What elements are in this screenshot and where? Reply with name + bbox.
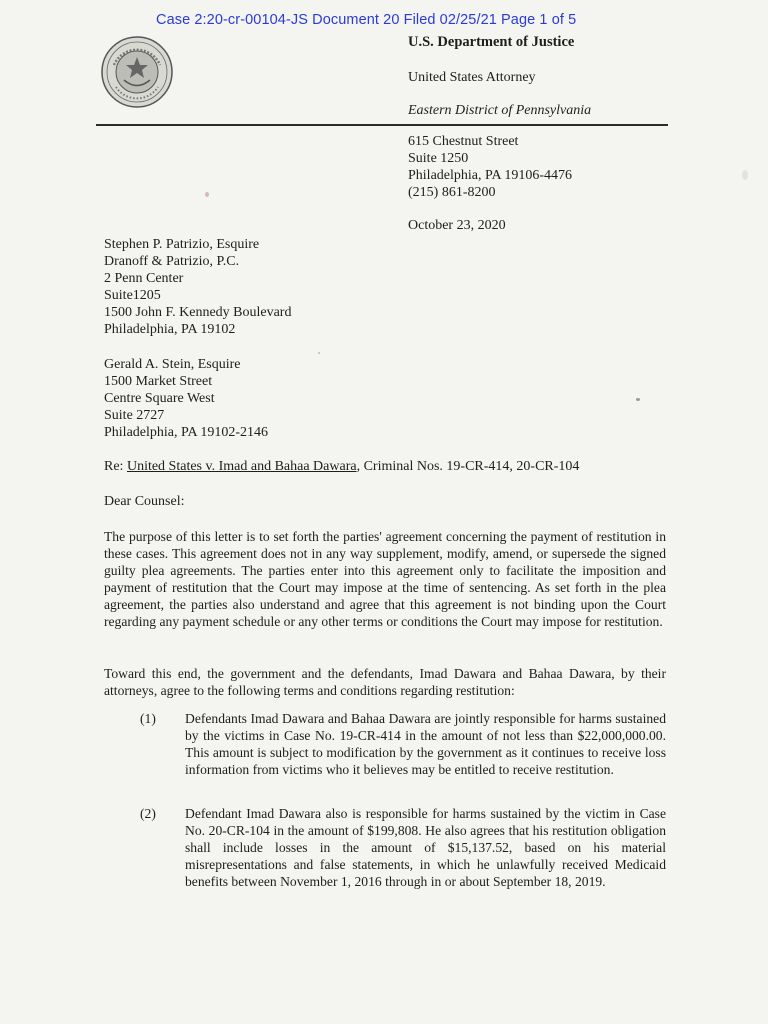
ecf-header-stamp: Case 2:20-cr-00104-JS Document 20 Filed 02/25/21 Page 1 of 5 xyxy=(156,12,577,28)
body-paragraph: The purpose of this letter is to set forth the parties' agreement concerning the payment of restitution in these cases. This agreement does not in any way supplement, modify, amend, or supersede the signed guilty plea agreements. The parties enter into this agreement only to facilitate the imposition and payment of restitution that the Court may impose at the time of sentencing. As set forth in the plea agreement, the parties also understand and agree that this agreement is not binding upon the Court regarding any payment schedule or any other terms or conditions the Court may impose for restitution. xyxy=(104,529,666,629)
subject-line: Re: United States v. Imad and Bahaa Dawara, Criminal Nos. 19-CR-414, 20-CR-104 xyxy=(104,459,580,474)
department-name: U.S. Department of Justice xyxy=(408,34,575,50)
recipient-line: 2 Penn Center xyxy=(104,271,184,286)
office-address xyxy=(408,133,572,201)
office-title: United States Attorney xyxy=(408,70,536,85)
salutation: Dear Counsel: xyxy=(104,494,185,509)
term-number: (2) xyxy=(140,806,156,821)
recipient-line: Philadelphia, PA 19102 xyxy=(104,322,236,337)
recipient-line: Suite1205 xyxy=(104,288,161,303)
address-line: 615 Chestnut Street xyxy=(408,134,519,149)
address-line: (215) 861-8200 xyxy=(408,185,496,200)
recipient-line: Suite 2727 xyxy=(104,408,165,423)
scan-speck xyxy=(205,192,209,197)
letter-date: October 23, 2020 xyxy=(408,218,506,233)
scan-speck xyxy=(318,352,320,354)
recipient-line: Centre Square West xyxy=(104,391,215,406)
recipient-line: Gerald A. Stein, Esquire xyxy=(104,357,241,372)
recipient-line: 1500 Market Street xyxy=(104,374,213,389)
term-text: Defendant Imad Dawara also is responsible for harms sustained by the victim in Case No. 20-CR-104 in the amount of $199,808. He also agrees that his restitution obligation shall include losses in the amount of $15,137.52, based on his material misrepresentations and false statements, in which he unlawfully received Medicaid benefits between November 1, 2016 through in or about September 18, 2019. xyxy=(185,806,666,889)
term-number: (1) xyxy=(140,711,156,726)
recipient-line: Stephen P. Patrizio, Esquire xyxy=(104,237,260,252)
recipient-line: 1500 John F. Kennedy Boulevard xyxy=(104,305,292,320)
term-text: Defendants Imad Dawara and Bahaa Dawara are jointly responsible for harms sustained by the victims in Case No. 19-CR-414 in the amount of not less than $22,000,000.00. This amount is subject to modification by the government as it continues to receive loss information from victims who it believes may be entitled to receive restitution. xyxy=(185,711,666,777)
scan-speck xyxy=(636,398,640,401)
recipient-line: Philadelphia, PA 19102-2146 xyxy=(104,425,268,440)
address-line: Philadelphia, PA 19106-4476 xyxy=(408,168,572,183)
recipient-address-2 xyxy=(104,356,268,441)
address-line: Suite 1250 xyxy=(408,151,469,166)
doj-seal-icon xyxy=(100,35,174,109)
recipient-line: Dranoff & Patrizio, P.C. xyxy=(104,254,240,269)
body-paragraph: Toward this end, the government and the defendants, Imad Dawara and Bahaa Dawara, by their attorneys, agree to the following terms and conditions regarding restitution: xyxy=(104,666,666,698)
case-title: United States v. Imad and Bahaa Dawara xyxy=(126,459,357,474)
header-divider xyxy=(96,124,668,126)
scan-speck xyxy=(742,170,748,180)
district-name: Eastern District of Pennsylvania xyxy=(408,103,592,118)
recipient-address-1 xyxy=(104,236,291,338)
